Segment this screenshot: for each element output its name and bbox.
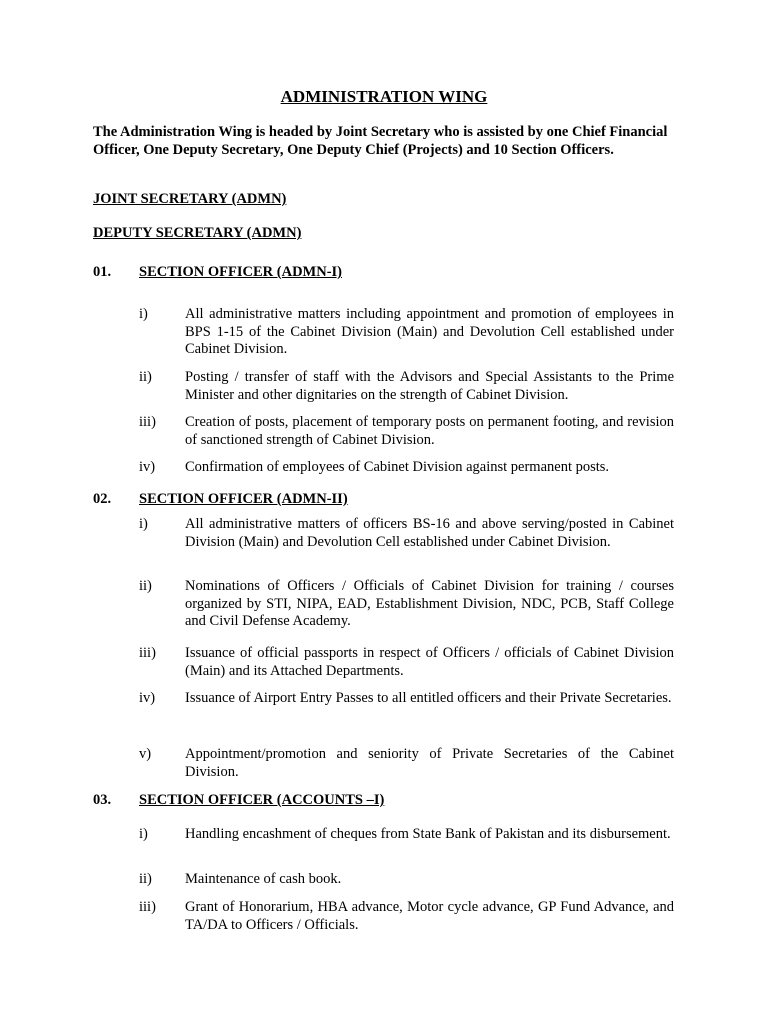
- item-text: Creation of posts, placement of temporary posts on permanent footing, and revision of sanctioned strength of Cabinet Division.: [185, 414, 674, 448]
- item-text: All administrative matters including appointment and promotion of employees in BPS 1-15 of the Cabinet Division (Main) and Devolution Cell established under Cabinet Division.: [185, 306, 674, 357]
- section-number: 02.: [93, 491, 112, 507]
- intro-paragraph: The Administration Wing is headed by Joint Secretary who is assisted by one Chief Financial Officer, One Deputy Secretary, One Deputy Chief (Projects) and 10 Section Officers.: [93, 124, 668, 158]
- item-text: Nominations of Officers / Officials of Cabinet Division for training / courses organized by STI, NIPA, EAD, Establishment Division, NDC, PCB, Staff College and Civil Defense Academy.: [185, 578, 674, 629]
- item-roman: iv): [139, 459, 156, 475]
- item-roman: ii): [139, 578, 152, 594]
- heading-joint-secretary: JOINT SECRETARY (ADMN): [93, 191, 287, 207]
- section-number: 03.: [93, 792, 112, 808]
- item-roman: iii): [139, 899, 156, 915]
- item-roman: iii): [139, 414, 156, 430]
- item-text: Confirmation of employees of Cabinet Division against permanent posts.: [185, 459, 610, 475]
- heading-deputy-secretary: DEPUTY SECRETARY (ADMN): [93, 225, 302, 241]
- section-number: 01.: [93, 264, 112, 280]
- item-roman: ii): [139, 369, 152, 385]
- item-text: Appointment/promotion and seniority of Private Secretaries of the Cabinet Division.: [185, 746, 674, 780]
- item-roman: ii): [139, 871, 152, 887]
- item-text: Grant of Honorarium, HBA advance, Motor cycle advance, GP Fund Advance, and TA/DA to Officers / Officials.: [185, 899, 674, 933]
- item-text: Issuance of Airport Entry Passes to all entitled officers and their Private Secretaries.: [185, 690, 672, 706]
- item-text: Maintenance of cash book.: [185, 871, 342, 887]
- item-roman: i): [139, 516, 148, 532]
- section-title-admn-i: SECTION OFFICER (ADMN-I): [139, 264, 342, 280]
- page-title: ADMINISTRATION WING: [280, 87, 488, 106]
- item-roman: i): [139, 306, 148, 322]
- item-roman: iii): [139, 645, 156, 661]
- item-text: Posting / transfer of staff with the Advisors and Special Assistants to the Prime Minister and other dignitaries on the strength of Cabinet Division.: [185, 369, 674, 403]
- item-roman: iv): [139, 690, 156, 706]
- item-text: Handling encashment of cheques from State Bank of Pakistan and its disbursement.: [185, 826, 671, 842]
- item-text: Issuance of official passports in respect of Officers / officials of Cabinet Division (Main) and its Attached Departments.: [185, 645, 674, 679]
- section-title-accounts-i: SECTION OFFICER (ACCOUNTS –I): [139, 792, 385, 808]
- item-text: All administrative matters of officers BS-16 and above serving/posted in Cabinet Division (Main) and Devolution Cell established under Cabinet Division.: [185, 516, 674, 550]
- item-roman: v): [139, 746, 152, 762]
- section-title-admn-ii: SECTION OFFICER (ADMN-II): [139, 491, 348, 507]
- item-roman: i): [139, 826, 148, 842]
